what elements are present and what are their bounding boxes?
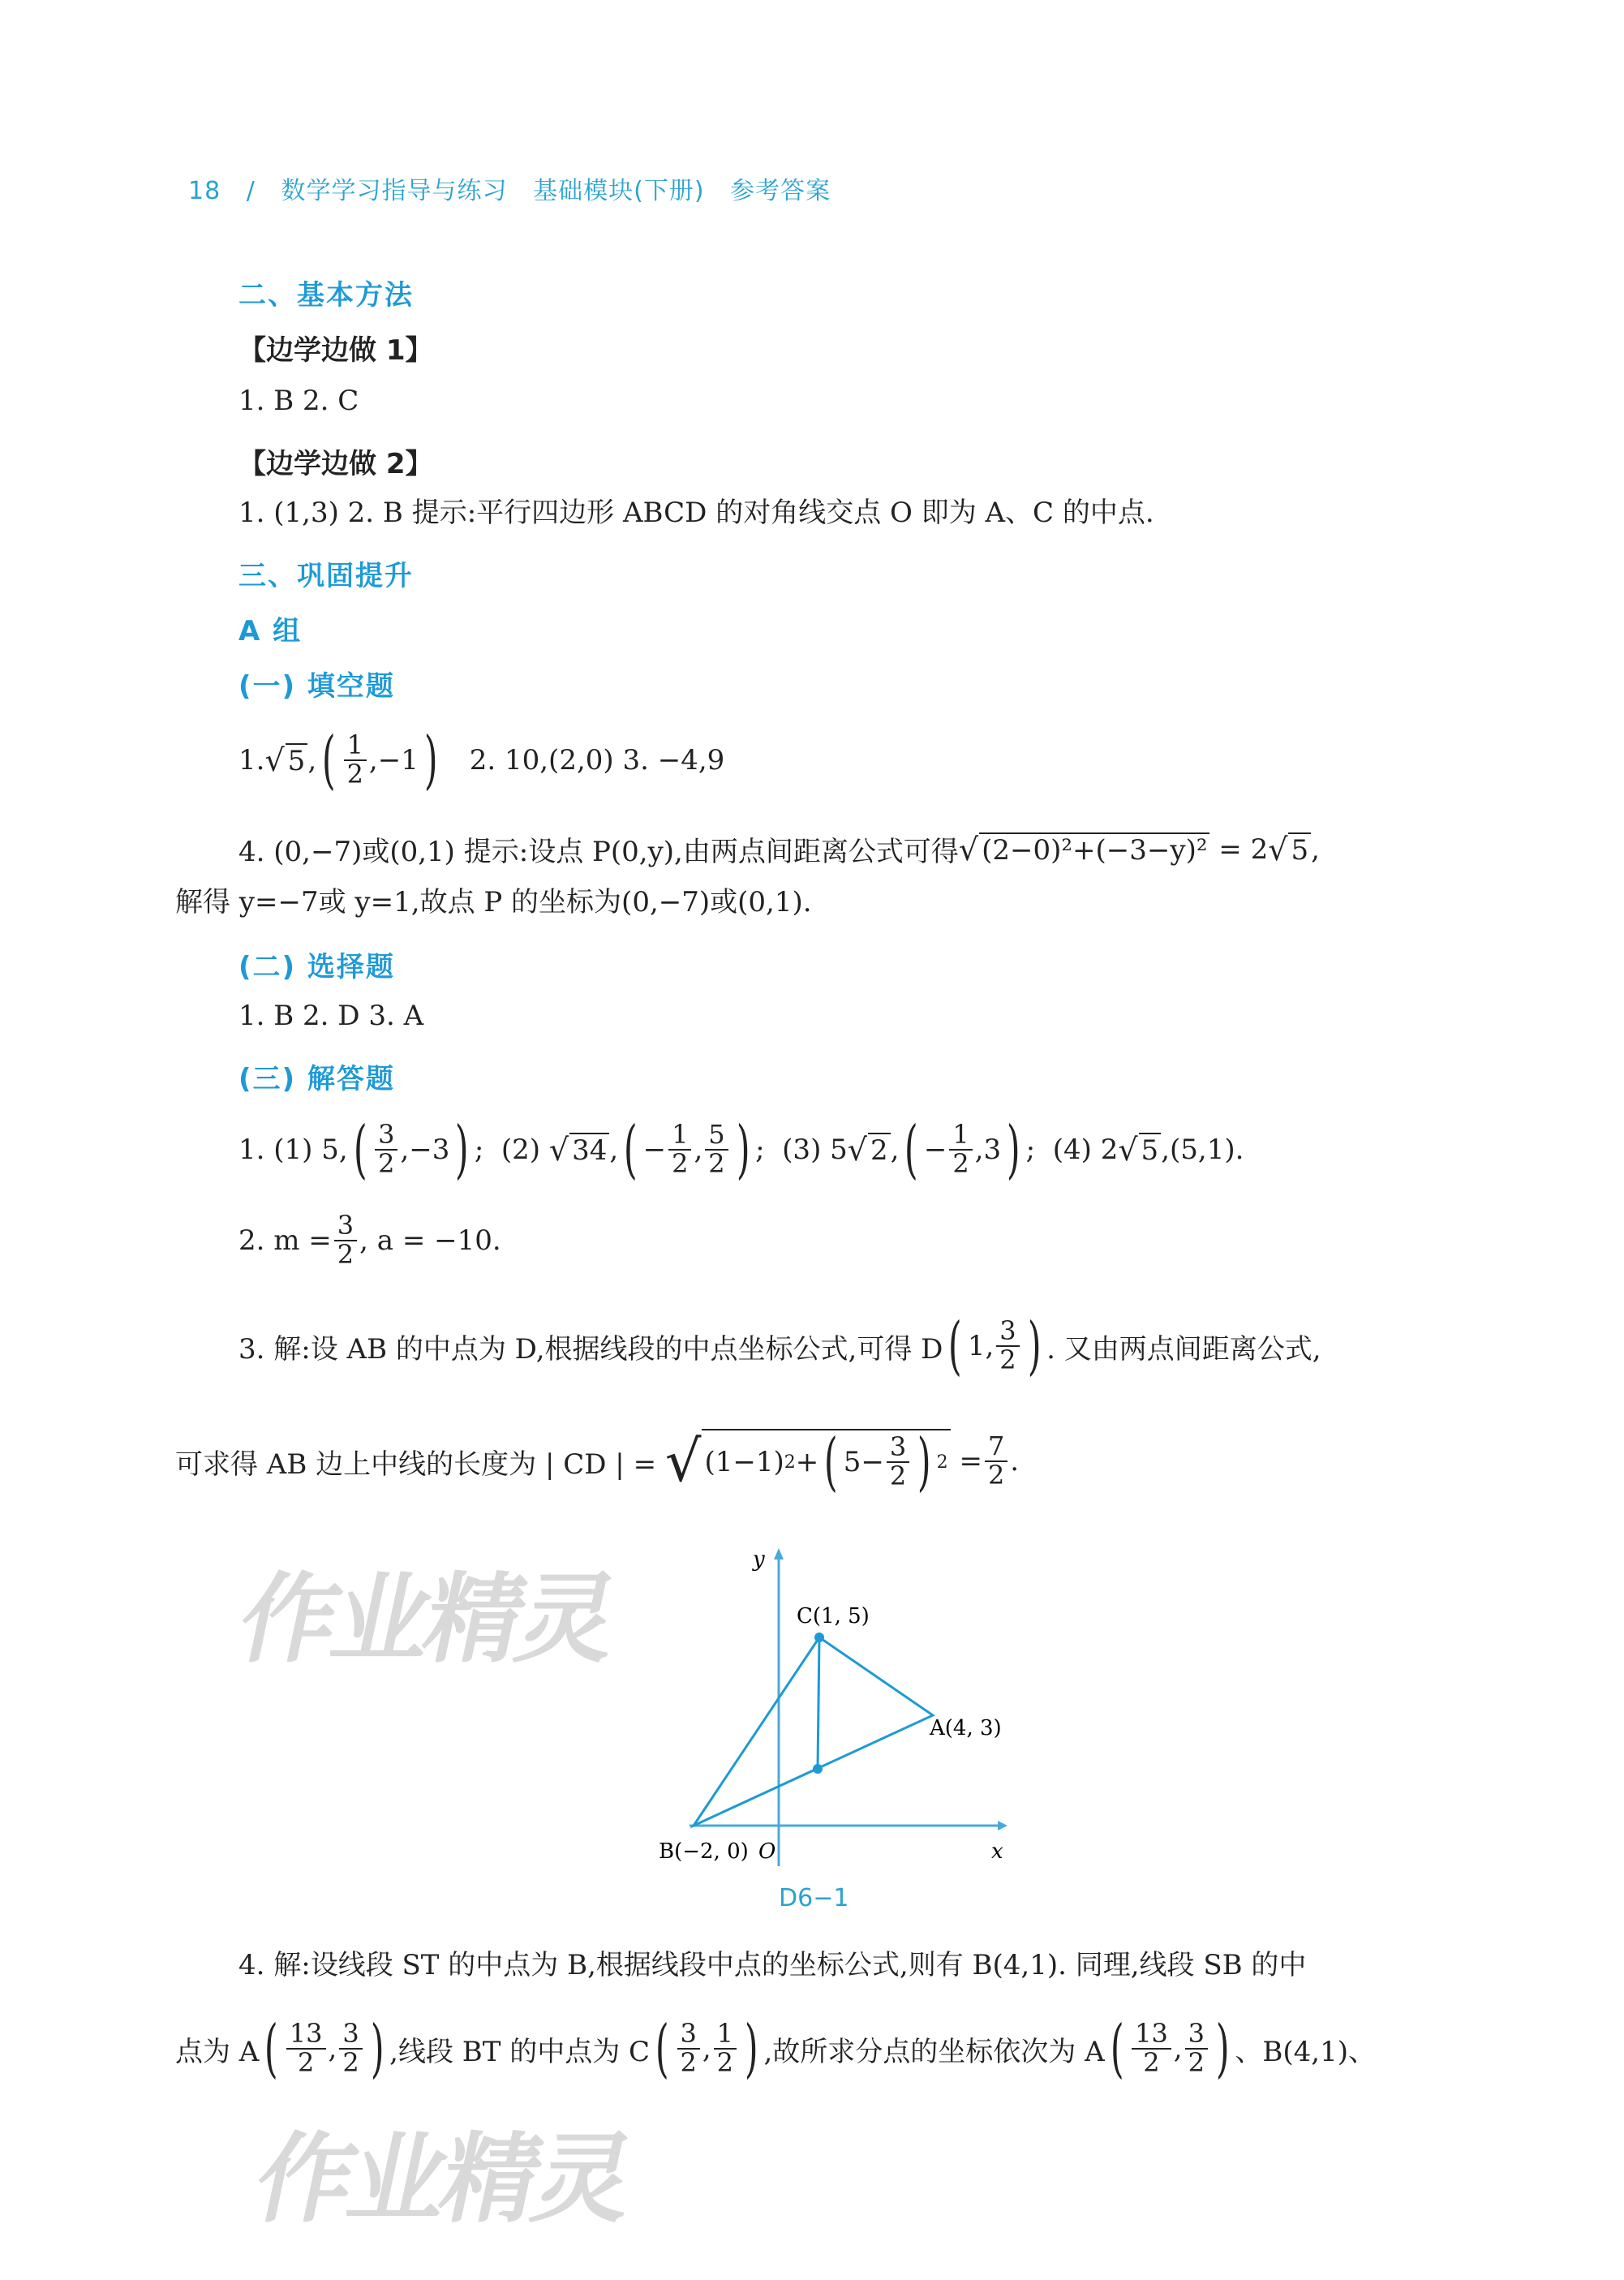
fraction: $\frac{7}{2}$	[985, 1433, 1007, 1489]
solve-q4-text1: 点为 A	[175, 2035, 260, 2068]
right-paren: )	[370, 2012, 385, 2085]
point-c	[814, 1633, 824, 1642]
heading-solve: (三) 解答题	[238, 1063, 395, 1095]
left-paren: (	[353, 1113, 367, 1186]
solve-q1-root3: 5	[1139, 1133, 1162, 1167]
solve-q4-line2: 点为 A ( $\frac{13}{2}$ , $\frac{3}{2}$ ) ,线段 BT 的中点为 C ( $\frac{3}{2}$ , $\frac{1}{2}$ ) ,故所求分点的坐标依次为 A ( $\frac{13}{2}$ , $\frac{3}{2}$ ) 、B(4,1)、	[175, 2012, 1376, 2085]
sqrt-symbol: √	[664, 1428, 702, 1495]
fraction: $\frac{13}{2}$	[286, 2020, 326, 2076]
fraction: $\frac{3}{2}$	[677, 2020, 700, 2076]
left-paren: (	[321, 724, 336, 797]
watermark-2: 作业精灵	[245, 2123, 640, 2236]
right-paren: )	[736, 1113, 750, 1186]
fill-q4-root2: 5	[1288, 832, 1311, 867]
fill-answers-1-3: 1. √ 5 , ( $\frac{1}{2}$ ,−1 ) 2. 10,(2,0) 3. −4,9	[238, 724, 725, 797]
page-number: 18	[188, 177, 221, 205]
fill-q1-prefix: 1.	[238, 744, 265, 776]
solve-q1-part3: (3) 5	[782, 1134, 848, 1166]
learn-1-answers: 1. B 2. C	[238, 385, 359, 417]
fraction: $\frac{1}{2}$	[344, 732, 367, 788]
page-header	[188, 170, 831, 206]
fraction: $\frac{1}{2}$	[668, 1121, 691, 1177]
right-paren: )	[1007, 1113, 1020, 1186]
right-paren: )	[455, 1113, 469, 1186]
solve-q1-root: 34	[569, 1133, 609, 1167]
solve-q4-text3: ,故所求分点的坐标依次为 A	[763, 2035, 1105, 2068]
solve-q2-rest: , a = −10.	[359, 1224, 501, 1257]
solve-q4-line1: 4. 解:设线段 ST 的中点为 B,根据线段中点的坐标公式,则有 B(4,1). 同理,线段 SB 的中	[238, 1949, 1307, 1981]
solve-q3-text: 3. 解:设 AB 的中点为 D,根据线段的中点坐标公式,可得 D	[238, 1332, 943, 1366]
learn-2-answers: 1. (1,3) 2. B 提示:平行四边形 ABCD 的对角线交点 O 即为 A、C 的中点.	[238, 497, 1154, 529]
fraction: $\frac{3}{2}$	[1185, 2020, 1208, 2076]
triangle-abc	[694, 1637, 933, 1826]
label-b: B(−2, 0)	[659, 1839, 749, 1864]
right-paren: )	[1215, 2012, 1230, 2085]
fraction: $\frac{3}{2}$	[334, 1212, 357, 1268]
figure-caption: D6−1	[779, 1884, 849, 1912]
heading-learn-2: 【边学边做 2】	[238, 448, 433, 480]
fill-q1-root: 5	[286, 743, 308, 777]
solve-q1-part1: 1. (1) 5,	[238, 1134, 348, 1166]
sqrt-symbol: √	[1118, 1132, 1138, 1168]
sqrt-symbol: √	[1268, 831, 1288, 867]
book-title: 数学学习指导与练习	[281, 177, 508, 205]
solve-q1-part2: (2)	[501, 1134, 541, 1166]
fraction: $\frac{1}{2}$	[949, 1121, 972, 1177]
left-paren: (	[904, 1113, 919, 1186]
fill-q1-rest: 2. 10,(2,0) 3. −4,9	[469, 744, 725, 776]
solve-q3-line2: 可求得 AB 边上中线的长度为 | CD | = √ (1−1) 2 + ( 5− $\frac{3}{2}$ ) 2 = $\frac{7}{2}$ .	[175, 1426, 1020, 1499]
x-axis-arrow	[998, 1821, 1007, 1830]
solve-q1: 1. (1) 5, ( $\frac{3}{2}$ ,−3 ) ; (2) √ 34 , ( − $\frac{1}{2}$ , $\frac{5}{2}$ ) ; (3) 5 √ 2 , ( − $\frac{1}{2}$ ,3 ) ; (4) 2 √ 5 ,(5,1).	[238, 1113, 1244, 1186]
y-axis-arrow	[774, 1548, 784, 1559]
left-paren: (	[655, 2012, 669, 2085]
fill-q4-root: (2−0)²+(−3−y)²	[979, 832, 1209, 867]
y-axis-label: y	[753, 1547, 765, 1572]
heading-fill-blank: (一) 填空题	[238, 670, 395, 703]
fill-q4-line1: 4. (0,−7)或(0,1) 提示:设点 P(0,y),由两点间距离公式可得 √ (2−0)²+(−3−y)² = 2 √ 5 ,	[238, 829, 1320, 869]
fraction: $\frac{3}{2}$	[375, 1121, 397, 1177]
solve-q2-text: 2. m =	[238, 1224, 332, 1257]
sqrt-symbol: √	[264, 742, 285, 778]
point-d	[813, 1764, 823, 1774]
choice-answers: 1. B 2. D 3. A	[238, 1000, 424, 1032]
solve-q3-eq: =	[959, 1445, 982, 1478]
origin-label: O	[758, 1839, 776, 1864]
fill-q4-text: 4. (0,−7)或(0,1) 提示:设点 P(0,y),由两点间距离公式可得	[238, 836, 959, 868]
label-a: A(4, 3)	[930, 1716, 1002, 1740]
solve-q3-rest: . 又由两点间距离公式,	[1046, 1332, 1321, 1366]
left-paren: (	[1110, 2012, 1124, 2085]
heading-group-a: A 组	[238, 615, 303, 647]
fraction: $\frac{5}{2}$	[705, 1121, 728, 1177]
solve-q3-radicand: (1−1) 2 + ( 5− $\frac{3}{2}$ ) 2	[702, 1429, 950, 1494]
left-paren: (	[624, 1113, 638, 1186]
heading-basic-methods: 二、基本方法	[238, 279, 414, 312]
heading-consolidate: 三、巩固提升	[238, 560, 414, 592]
solve-q2	[238, 1212, 501, 1268]
solve-q4-text2: ,线段 BT 的中点为 C	[389, 2035, 651, 2068]
solve-q4-text4: 、B(4,1)、	[1235, 2035, 1376, 2068]
module-title: 基础模块(下册)	[533, 177, 705, 205]
figure-d6-1	[617, 1542, 1038, 1866]
solve-q3-line1: 3. 解:设 AB 的中点为 D,根据线段的中点坐标公式,可得 D ( 1, $\frac{3}{2}$ ) . 又由两点间距离公式,	[238, 1310, 1321, 1383]
watermark-1: 作业精灵	[229, 1564, 624, 1676]
fraction: $\frac{1}{2}$	[714, 2020, 737, 2076]
fraction: $\frac{3}{2}$	[339, 2020, 362, 2076]
left-paren: (	[264, 2012, 278, 2085]
sqrt-symbol: √	[847, 1132, 867, 1168]
fill-q4-line2: 解得 y=−7或 y=1,故点 P 的坐标为(0,−7)或(0,1).	[175, 886, 812, 918]
solve-q1-part5: ,(5,1).	[1161, 1134, 1244, 1166]
solve-q1-part4: (4) 2	[1052, 1134, 1119, 1166]
right-paren: )	[744, 2012, 758, 2085]
fill-q4-eq: = 2	[1218, 832, 1269, 866]
heading-learn-1: 【边学边做 1】	[238, 334, 433, 367]
heading-choice: (二) 选择题	[238, 951, 395, 983]
median-cd	[818, 1637, 819, 1769]
right-paren: )	[423, 724, 438, 797]
solve-q3-text2: 可求得 AB 边上中线的长度为 | CD | =	[175, 1448, 657, 1481]
right-paren: )	[1027, 1310, 1042, 1383]
sqrt-symbol: √	[548, 1132, 569, 1168]
label-c: C(1, 5)	[797, 1604, 870, 1628]
section-title: 参考答案	[730, 177, 831, 205]
fraction: $\frac{13}{2}$	[1132, 2020, 1171, 2076]
left-paren: (	[948, 1310, 962, 1383]
fraction: $\frac{3}{2}$	[996, 1318, 1019, 1374]
x-axis-label: x	[991, 1839, 1003, 1864]
sqrt-symbol: √	[958, 831, 979, 867]
header-separator: /	[246, 177, 256, 205]
solve-q1-root2: 2	[868, 1133, 891, 1167]
